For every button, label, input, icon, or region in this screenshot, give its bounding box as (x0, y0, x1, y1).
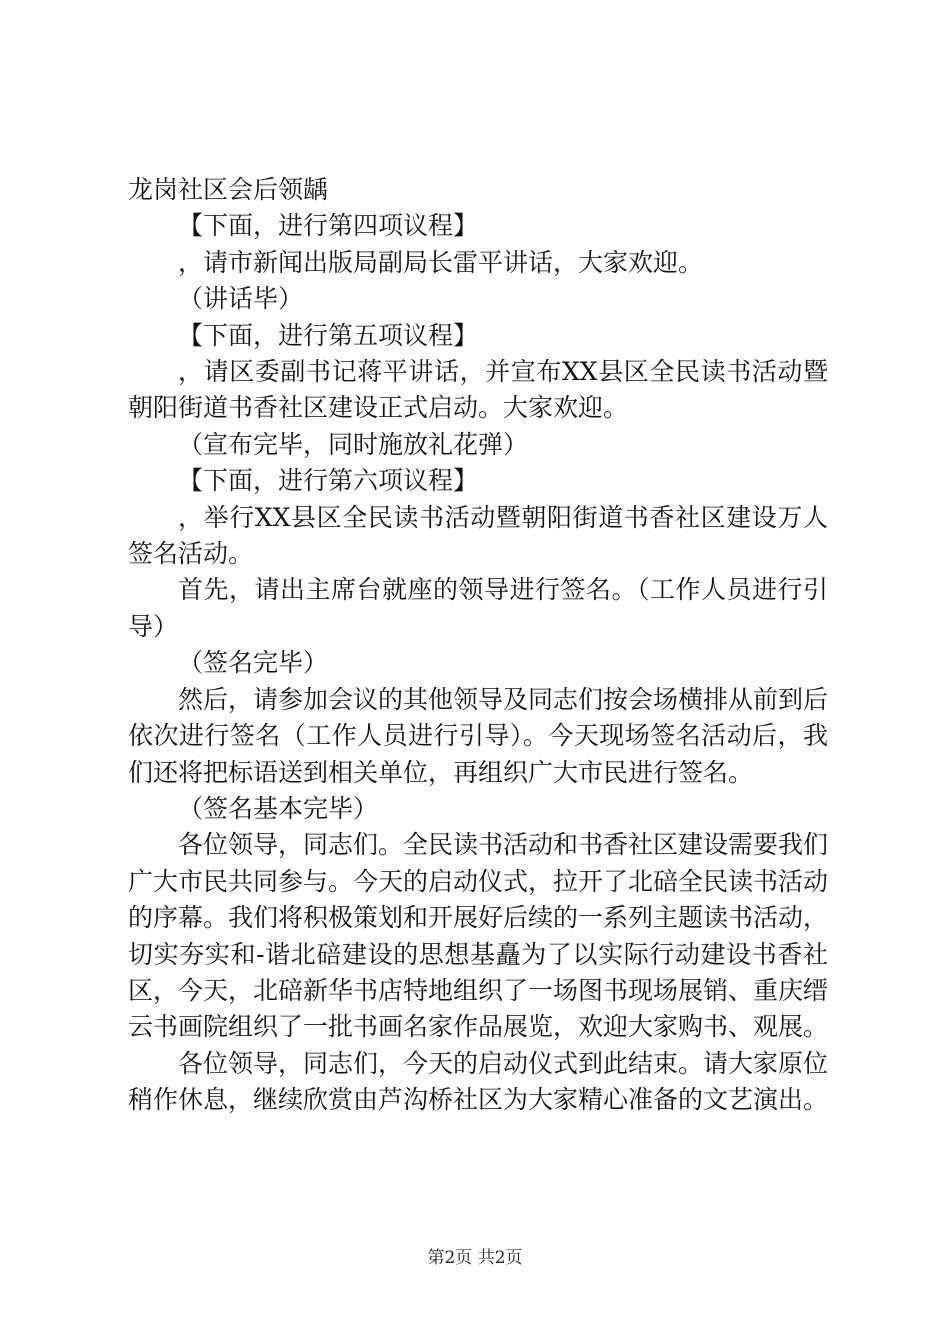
paragraph: ，举行XX县区全民读书活动暨朝阳街道书香社区建设万人签名活动。 (128, 502, 828, 569)
paragraph: 各位领导，同志们，今天的启动仪式到此结束。请大家原位稍作休息，继续欣赏由芦沟桥社区为大家精心准备的文艺演出。 (128, 1048, 829, 1115)
paragraph-heading: 龙岗社区会后领龋 (128, 175, 329, 204)
paragraph: 【下面，进行第四项议程】 (178, 211, 479, 241)
page-footer: 第2页 共2页 (427, 1248, 523, 1268)
paragraph: 首先，请出主席台就座的领导进行签名。（工作人员进行引导） (128, 575, 828, 641)
paragraph: （宣布完毕，同时施放礼花弹） (178, 429, 529, 459)
document-body (128, 172, 828, 1119)
paragraph: ，请市新闻出版局副局长雷平讲话，大家欢迎。 (178, 247, 704, 277)
paragraph: ，请区委副书记蒋平讲话，并宣布XX县区全民读书活动暨朝阳街道书香社区建设正式启动。大家欢迎。 (128, 357, 828, 423)
paragraph: 各位领导，同志们。全民读书活动和书香社区建设需要我们广大市民共同参与。今天的启动仪式，拉开了北碚全民读书活动的序幕。我们将积极策划和开展好后续的一系列主题读书活动，切实夯实和-谐北碚建设的思想基矗为了以实际行动建设书香社区，今天，北碚新华书店特地组织了一场图书现场展销、重庆缙云书画院组织了一批书画名家作品展览，欢迎大家购书、观展。 (128, 830, 829, 1042)
paragraph: （签名完毕） (178, 648, 329, 678)
paragraph: 【下面，进行第五项议程】 (178, 320, 479, 350)
paragraph: （签名基本完毕） (178, 793, 379, 823)
paragraph: 【下面，进行第六项议程】 (178, 466, 479, 496)
paragraph: （讲话毕） (178, 284, 304, 314)
paragraph: 然后，请参加会议的其他领导及同志们按会场横排从前到后依次进行签名（工作人员进行引导）。今天现场签名活动后，我们还将把标语送到相关单位，再组织广大市民进行签名。 (128, 684, 829, 787)
